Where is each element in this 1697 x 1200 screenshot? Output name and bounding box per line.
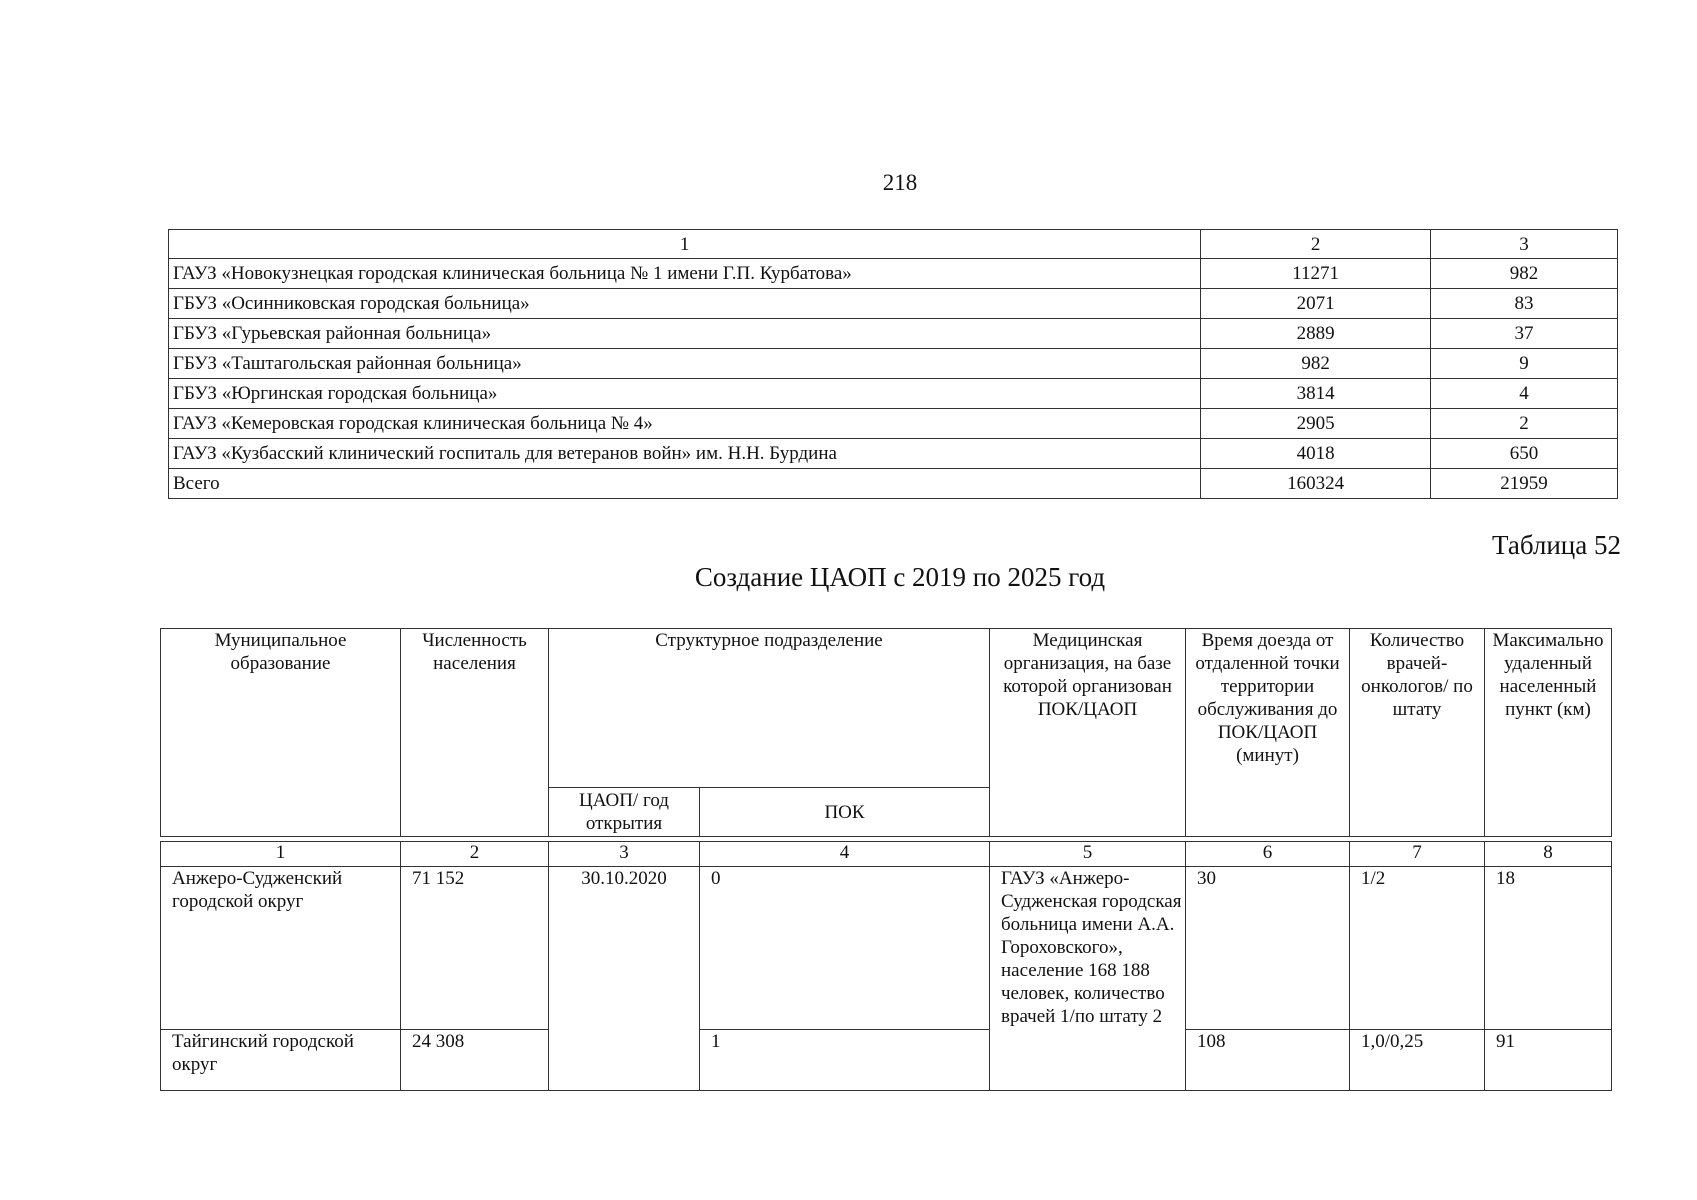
- municipality-cell: Анжеро-Судженский городской округ: [161, 867, 401, 1030]
- header-row: [161, 629, 1612, 788]
- max-distance-cell: 18: [1485, 867, 1612, 1030]
- value-cell: 3814: [1201, 379, 1431, 409]
- doctors-cell: 1,0/0,25: [1350, 1030, 1485, 1091]
- value-cell: 2889: [1201, 319, 1431, 349]
- value-cell: 2071: [1201, 289, 1431, 319]
- header-population: Численность населения: [401, 629, 549, 837]
- caop-table: [160, 628, 1612, 1091]
- total-label: Всего: [169, 469, 1201, 499]
- table-header-row: [169, 230, 1618, 259]
- column-number: 8: [1485, 842, 1612, 867]
- value-cell: 4018: [1201, 439, 1431, 469]
- hospital-name: ГБУЗ «Юргинская городская больница»: [169, 379, 1201, 409]
- value-cell: 650: [1431, 439, 1618, 469]
- value-cell: 2: [1431, 409, 1618, 439]
- header-travel-time: Время доезда от отдаленной точки территории обслуживания до ПОК/ЦАОП (минут): [1186, 629, 1350, 837]
- column-number: 7: [1350, 842, 1485, 867]
- header-caop-year: ЦАОП/ год открытия: [549, 788, 700, 837]
- value-cell: 9: [1431, 349, 1618, 379]
- hospital-name: ГАУЗ «Кузбасский клинический госпиталь для ветеранов войн» им. Н.Н. Бурдина: [169, 439, 1201, 469]
- header-pok: ПОК: [700, 788, 990, 837]
- column-number: 1: [161, 842, 401, 867]
- hospital-name: ГБУЗ «Гурьевская районная больница»: [169, 319, 1201, 349]
- table-row: [169, 409, 1618, 439]
- table-row: [169, 319, 1618, 349]
- travel-time-cell: 108: [1186, 1030, 1350, 1091]
- pok-cell: 1: [700, 1030, 990, 1091]
- table-row: [161, 867, 1612, 1030]
- caop-year-cell: 30.10.2020: [549, 867, 700, 1091]
- column-number: 5: [990, 842, 1186, 867]
- column-number: 3: [549, 842, 700, 867]
- value-cell: 982: [1431, 259, 1618, 289]
- doctors-cell: 1/2: [1350, 867, 1485, 1030]
- table-row: [169, 259, 1618, 289]
- header-med-org: Медицинская организация, на базе которой организован ПОК/ЦАОП: [990, 629, 1186, 837]
- travel-time-cell: 30: [1186, 867, 1350, 1030]
- total-row: [169, 469, 1618, 499]
- column-number: 2: [401, 842, 549, 867]
- hospital-name: ГБУЗ «Осинниковская городская больница»: [169, 289, 1201, 319]
- header-structural-unit: Структурное подразделение: [549, 629, 990, 788]
- hospital-table: [168, 229, 1618, 499]
- med-org-cell: ГАУЗ «Анжеро-Судженская городская больница имени А.А. Гороховского», население 168 188 человек, количество врачей 1/по штату 2: [990, 867, 1186, 1091]
- header-cell: 1: [169, 230, 1201, 259]
- header-max-distance: Максимально удаленный населенный пункт (км): [1485, 629, 1612, 837]
- total-value: 21959: [1431, 469, 1618, 499]
- hospital-name: ГАУЗ «Новокузнецкая городская клиническая больница № 1 имени Г.П. Курбатова»: [169, 259, 1201, 289]
- header-cell: 2: [1201, 230, 1431, 259]
- hospital-name: ГБУЗ «Таштагольская районная больница»: [169, 349, 1201, 379]
- total-value: 160324: [1201, 469, 1431, 499]
- header-doctors: Количество врачей-онкологов/ по штату: [1350, 629, 1485, 837]
- table-title: Создание ЦАОП с 2019 по 2025 год: [694, 562, 1106, 592]
- municipality-cell: Тайгинский городской округ: [161, 1030, 401, 1091]
- population-cell: 71 152: [401, 867, 549, 1030]
- table-row: [169, 439, 1618, 469]
- table-row: [169, 349, 1618, 379]
- column-number: 4: [700, 842, 990, 867]
- value-cell: 83: [1431, 289, 1618, 319]
- value-cell: 4: [1431, 379, 1618, 409]
- table-label: Таблица 52: [1492, 530, 1621, 560]
- pok-cell: 0: [700, 867, 990, 1030]
- header-cell: 3: [1431, 230, 1618, 259]
- max-distance-cell: 91: [1485, 1030, 1612, 1091]
- column-number-row: [161, 842, 1612, 867]
- population-cell: 24 308: [401, 1030, 549, 1091]
- value-cell: 2905: [1201, 409, 1431, 439]
- header-municipality: Муниципальное образование: [161, 629, 401, 837]
- page-number: 218: [882, 170, 918, 195]
- column-number: 6: [1186, 842, 1350, 867]
- table-row: [161, 1030, 1612, 1091]
- table-row: [169, 289, 1618, 319]
- value-cell: 37: [1431, 319, 1618, 349]
- value-cell: 982: [1201, 349, 1431, 379]
- table-row: [169, 379, 1618, 409]
- hospital-name: ГАУЗ «Кемеровская городская клиническая больница № 4»: [169, 409, 1201, 439]
- value-cell: 11271: [1201, 259, 1431, 289]
